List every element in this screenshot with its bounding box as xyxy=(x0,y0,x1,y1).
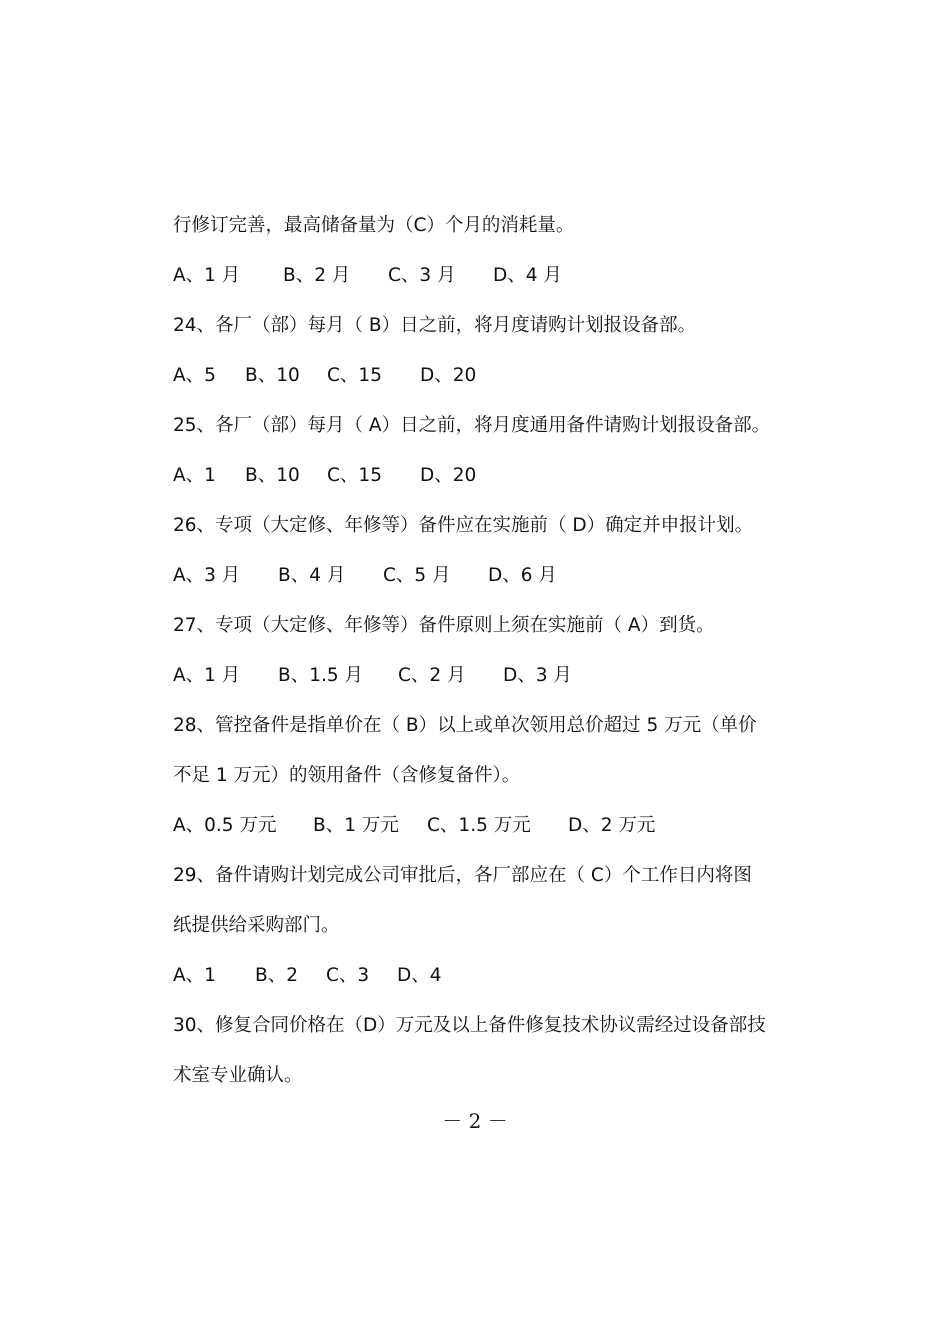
option-item: A、1 月 xyxy=(173,665,241,686)
options-line xyxy=(173,351,793,401)
options-line xyxy=(173,251,793,301)
option-item: D、2 万元 xyxy=(568,815,656,836)
text-line: 24、各厂（部）每月（ B）日之前，将月度请购计划报设备部。 xyxy=(173,315,697,336)
option-item: C、3 xyxy=(326,965,370,986)
options-line xyxy=(173,651,793,701)
option-item: C、5 月 xyxy=(383,565,451,586)
option-item: B、1.5 月 xyxy=(278,665,363,686)
option-item: A、3 月 xyxy=(173,565,241,586)
text-line: 30、修复合同价格在（D）万元及以上备件修复技术协议需经过设备部技 xyxy=(173,1015,766,1036)
option-item: D、20 xyxy=(420,465,477,486)
option-item: B、2 xyxy=(255,965,298,986)
option-item: C、3 月 xyxy=(388,265,456,286)
text-line: 不足 1 万元）的领用备件（含修复备件）。 xyxy=(173,765,521,786)
text-line: 术室专业确认。 xyxy=(173,1065,303,1086)
option-item: B、10 xyxy=(245,365,300,386)
option-item: A、5 xyxy=(173,365,216,386)
text-line: 26、专项（大定修、年修等）备件应在实施前（ D）确定并申报计划。 xyxy=(173,515,754,536)
option-item: B、4 月 xyxy=(278,565,346,586)
option-item: A、1 xyxy=(173,465,216,486)
option-item: C、15 xyxy=(327,465,382,486)
text-line: 纸提供给采购部门。 xyxy=(173,915,340,936)
option-item: D、4 xyxy=(397,965,442,986)
document-body xyxy=(173,201,793,1101)
text-line: 28、管控备件是指单价在（ B）以上或单次领用总价超过 5 万元（单价 xyxy=(173,715,757,736)
option-item: C、15 xyxy=(327,365,382,386)
options-line xyxy=(173,951,793,1001)
text-line: 行修订完善，最高储备量为（C）个月的消耗量。 xyxy=(173,215,575,236)
options-line xyxy=(173,451,793,501)
options-line xyxy=(173,801,793,851)
option-item: A、1 月 xyxy=(173,265,241,286)
option-item: A、0.5 万元 xyxy=(173,815,277,836)
option-item: D、6 月 xyxy=(488,565,557,586)
option-item: D、3 月 xyxy=(503,665,572,686)
option-item: B、1 万元 xyxy=(313,815,399,836)
option-item: C、2 月 xyxy=(398,665,466,686)
option-item: D、20 xyxy=(420,365,477,386)
page-number: － 2 － xyxy=(442,1109,508,1133)
option-item: B、2 月 xyxy=(283,265,351,286)
text-line: 29、备件请购计划完成公司审批后，各厂部应在（ C）个工作日内将图 xyxy=(173,865,752,886)
text-line: 27、专项（大定修、年修等）备件原则上须在实施前（ A）到货。 xyxy=(173,615,715,636)
option-item: C、1.5 万元 xyxy=(427,815,531,836)
text-line: 25、各厂（部）每月（ A）日之前，将月度通用备件请购计划报设备部。 xyxy=(173,415,771,436)
option-item: B、10 xyxy=(245,465,300,486)
options-line xyxy=(173,551,793,601)
option-item: A、1 xyxy=(173,965,216,986)
option-item: D、4 月 xyxy=(493,265,562,286)
